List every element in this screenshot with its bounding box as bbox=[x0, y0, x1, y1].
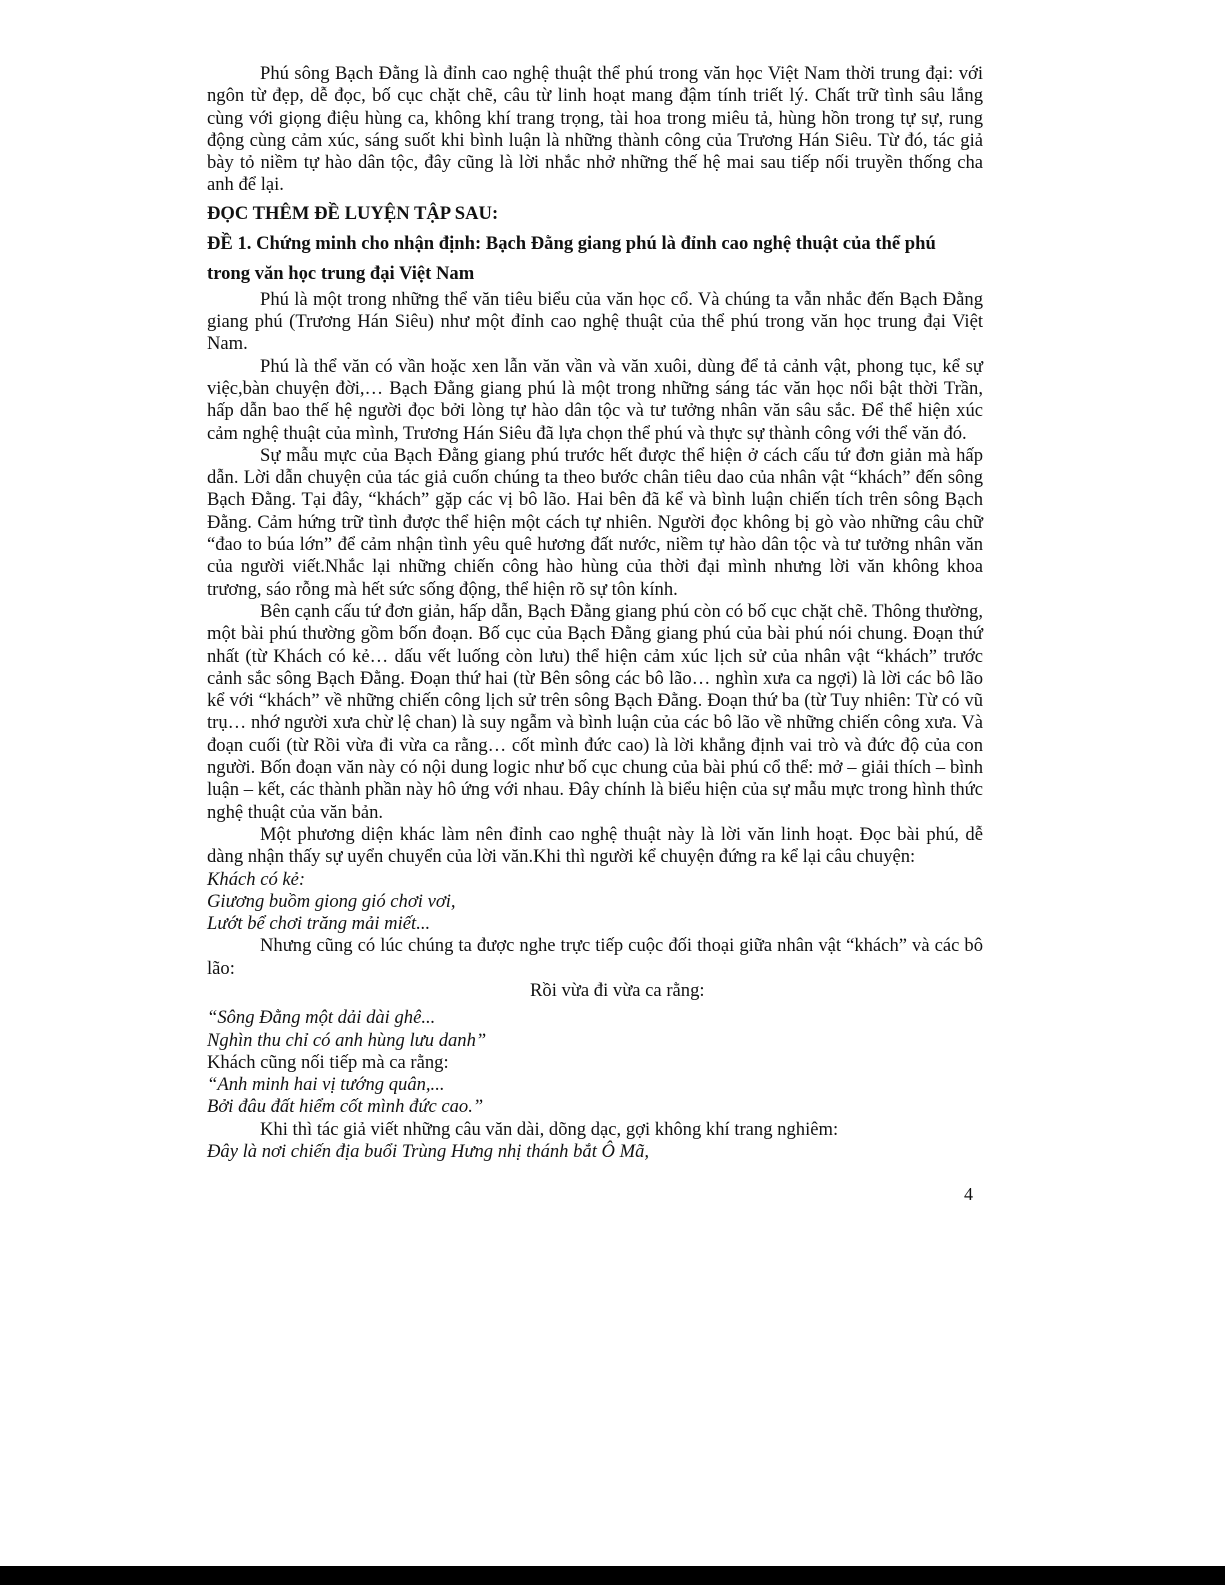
verse-line: Nghìn thu chỉ có anh hùng lưu danh” bbox=[207, 1029, 487, 1051]
plain-line: Khách cũng nối tiếp mà ca rằng: bbox=[207, 1051, 449, 1073]
dialogue-paragraph: Nhưng cũng có lúc chúng ta được nghe trực tiếp cuộc đối thoại giữa nhân vật “khách” và các bô lão: bbox=[207, 935, 983, 979]
verse-line: “Sông Đằng một dải dài ghê... bbox=[207, 1007, 436, 1029]
verse-line: Giương buồm giong gió chơi vơi, bbox=[207, 890, 456, 912]
verse-line: Lướt bể chơi trăng mải miết... bbox=[207, 913, 431, 935]
document-page bbox=[207, 63, 983, 1163]
body-paragraph: Sự mẫu mực của Bạch Đằng giang phú trước hết được thể hiện ở cách cấu tứ đơn giản mà hấp dẫn. Lời dẫn chuyện của tác giả cuốn chúng ta theo bước chân tiêu dao của nhân vật “khách” đến sông Bạch Đằng. Tại đây, “khách” gặp các vị bô lão. Hai bên đã kể và bình luận chiến tích trên sông Bạch Đằng. Cảm hứng trữ tình được thể hiện một cách tự nhiên. Người đọc không bị gò vào những câu chữ “đao to búa lớn” để cảm nhận tình yêu quê hương đất nước, niềm tự hào dân tộc và tư tưởng nhân văn của người viết.Nhắc lại những chiến công hào hùng của thời đại mình nhưng lời văn không khoa trương, sáo rỗng mà hết sức sống động, thể hiện rõ sự tôn kính. bbox=[207, 444, 983, 600]
verse-line: “Anh minh hai vị tướng quân,... bbox=[207, 1074, 445, 1096]
verse-line: Đây là nơi chiến địa buổi Trùng Hưng nhị thánh bắt Ô Mã, bbox=[207, 1141, 650, 1163]
final-paragraph: Khi thì tác giả viết những câu văn dài, dõng dạc, gợi không khí trang nghiêm: bbox=[260, 1118, 839, 1140]
body-paragraph: Một phương diện khác làm nên đỉnh cao nghệ thuật này là lời văn linh hoạt. Đọc bài phú, dễ dàng nhận thấy sự uyển chuyển của lời văn.Khi thì người kể chuyện đứng ra kể lại câu chuyện: bbox=[207, 823, 983, 868]
body-paragraph: Phú là một trong những thể văn tiêu biểu của văn học cổ. Và chúng ta vẫn nhắc đến Bạch Đằng giang phú (Trương Hán Siêu) như một đỉnh cao nghệ thuật của thể phú trong văn học trung đại Việt Nam. bbox=[207, 288, 983, 355]
body-paragraph: Bên cạnh cấu tứ đơn giản, hấp dẫn, Bạch Đằng giang phú còn có bố cục chặt chẽ. Thông thường, một bài phú thường gồm bốn đoạn. Bố cục của Bạch Đằng giang phú của bài phú nói chung. Đoạn thứ nhất (từ Khách có kẻ… dấu vết luống còn lưu) thể hiện cảm xúc lịch sử của nhân vật “khách” trước cảnh sắc sông Bạch Đằng. Đoạn thứ hai (từ Bên sông các bô lão… nghìn xưa ca ngợi) là lời các bô lão kể với “khách” về những chiến công lịch sử trên sông Bạch Đằng. Đoạn thứ ba (từ Tuy nhiên: Từ có vũ trụ… nhớ người xưa chừ lệ chan) là suy ngẫm và bình luận của các bô lão về những chiến công xưa. Và đoạn cuối (từ Rồi vừa đi vừa ca rằng… cốt mình đức cao) là lời khẳng định vai trò và đức độ của con người. Bốn đoạn văn này có nội dung logic như bố cục chung của bài phú cổ thể: mở – giải thích – bình luận – kết, các thành phần này hô ứng với nhau. Đây chính là biểu hiện của sự mẫu mực trong hình thức nghệ thuật của văn bản. bbox=[207, 600, 983, 823]
centered-line: Rồi vừa đi vừa ca rằng: bbox=[530, 979, 705, 1001]
exercise-heading: ĐỀ 1. Chứng minh cho nhận định: Bạch Đằng giang phú là đỉnh cao nghệ thuật của thể phú trong văn học trung đại Việt Nam bbox=[207, 232, 936, 284]
verse-line: Bởi đâu đất hiểm cốt mình đức cao.” bbox=[207, 1096, 484, 1118]
section-heading: ĐỌC THÊM ĐỀ LUYỆN TẬP SAU: bbox=[207, 202, 499, 224]
verse-line: Khách có kẻ: bbox=[207, 868, 306, 890]
body-paragraph: Phú là thể văn có vần hoặc xen lẫn văn vần và văn xuôi, dùng để tả cảnh vật, phong tục, kể sự việc,bàn chuyện đời,… Bạch Đằng giang phú là một trong những sáng tác văn học nổi bật thời Trần, hấp dẫn bao thế hệ người đọc bởi lòng tự hào dân tộc và tư tưởng nhân văn sâu sắc. Để thể hiện xúc cảm nghệ thuật của mình, Trương Hán Siêu đã lựa chọn thể phú và thực sự thành công với thể văn đó. bbox=[207, 355, 983, 444]
intro-paragraph: Phú sông Bạch Đằng là đỉnh cao nghệ thuật thể phú trong văn học Việt Nam thời trung đại: với ngôn từ đẹp, dễ đọc, bố cục chặt chẽ, câu từ linh hoạt mang đậm tính triết lý. Chất trữ tình sâu lắng cùng với giọng điệu hùng ca, không khí trang trọng, tài hoa trong miêu tả, hùng hồn trong tự sự, rung động cùng cảm xúc, sáng suốt khi bình luận là những thành công của Trương Hán Siêu. Từ đó, tác giả bày tỏ niềm tự hào dân tộc, đây cũng là lời nhắc nhở những thế hệ mai sau tiếp nối truyền thống cha anh để lại. bbox=[207, 63, 983, 196]
page-number: 4 bbox=[964, 1184, 973, 1204]
bottom-border bbox=[0, 1566, 1225, 1585]
